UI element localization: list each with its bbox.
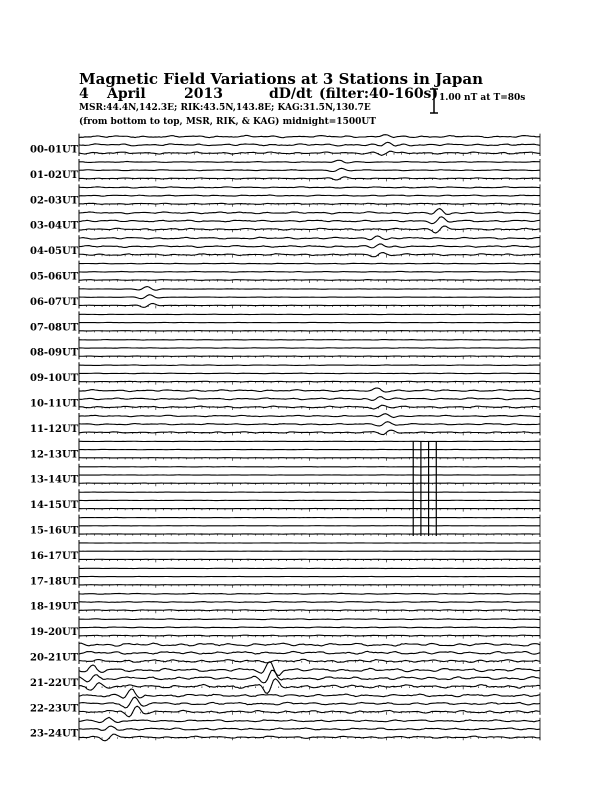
station-order-note: (from bottom to top, MSR, RIK, & KAG) midnight=1500UT [79, 117, 376, 127]
trace-kag [79, 263, 540, 264]
hour-label: 07-08UT [30, 322, 79, 334]
trace-msr [79, 356, 540, 357]
trace-kag [79, 187, 540, 188]
hour-label: 13-14UT [30, 474, 79, 486]
trace-rik [79, 726, 540, 730]
hour-label: 11-12UT [30, 423, 79, 435]
hour-label: 12-13UT [30, 449, 79, 461]
trace-rik [79, 244, 540, 248]
trace-rik [79, 373, 540, 374]
trace-msr [79, 679, 540, 694]
trace-rik [79, 195, 540, 196]
trace-rik [79, 142, 540, 146]
trace-kag [79, 414, 540, 418]
year: 2013 [184, 86, 223, 102]
trace-rik [79, 422, 540, 426]
trace-kag [79, 209, 540, 215]
trace-msr [79, 635, 540, 636]
hour-label: 00-01UT [30, 144, 79, 156]
hour-label: 14-15UT [30, 500, 79, 512]
trace-kag [79, 717, 540, 722]
trace-kag [79, 643, 540, 646]
trace-rik [79, 651, 540, 654]
trace-msr [79, 280, 540, 281]
hour-label: 22-23UT [30, 703, 79, 715]
trace-rik [79, 271, 540, 272]
chart-title: Magnetic Field Variations at 3 Stations in Japan [79, 70, 484, 88]
scale-label: 1.00 nT at T=80s [439, 93, 526, 103]
trace-kag [79, 593, 540, 594]
trace-rik [79, 217, 540, 224]
trace-kag [79, 135, 540, 138]
hour-label: 20-21UT [30, 652, 79, 664]
trace-kag [79, 689, 540, 698]
trace-rik [79, 627, 540, 628]
quantity: dD/dt [269, 86, 313, 102]
hour-label: 08-09UT [30, 347, 79, 359]
trace-kag [79, 619, 540, 620]
trace-kag [79, 287, 540, 291]
station-coordinates: MSR:44.4N,142.3E; RIK:43.5N,143.8E; KAG:31.5N,130.7E [79, 103, 371, 113]
day: 4 [79, 86, 89, 102]
trace-msr [79, 381, 540, 382]
trace-rik [79, 697, 540, 708]
trace-rik [79, 397, 540, 401]
hour-label: 04-05UT [30, 246, 79, 258]
hour-label: 19-20UT [30, 627, 79, 639]
trace-rik [79, 168, 540, 171]
hour-label: 09-10UT [30, 373, 79, 385]
trace-rik [79, 295, 540, 299]
trace-kag [79, 160, 540, 163]
trace-rik [79, 602, 540, 603]
trace-kag [79, 236, 540, 240]
trace-rik [79, 670, 540, 682]
hour-label: 16-17UT [30, 550, 79, 562]
trace-kag [79, 365, 540, 366]
filter: (filter:40-160s) [319, 86, 439, 102]
hour-label: 06-07UT [30, 296, 79, 308]
hour-label: 21-22UT [30, 677, 79, 689]
hour-label: 18-19UT [30, 601, 79, 613]
hour-label: 10-11UT [30, 398, 79, 410]
hour-label: 05-06UT [30, 271, 79, 283]
month: April [107, 86, 146, 102]
hour-label: 23-24UT [30, 728, 79, 740]
hour-label: 15-16UT [30, 525, 79, 537]
trace-msr [79, 610, 540, 611]
hour-label: 17-18UT [30, 576, 79, 588]
hour-label: 01-02UT [30, 169, 79, 181]
hour-label: 03-04UT [30, 220, 79, 232]
hour-label: 02-03UT [30, 195, 79, 207]
trace-msr [79, 706, 540, 717]
trace-kag [79, 388, 540, 392]
